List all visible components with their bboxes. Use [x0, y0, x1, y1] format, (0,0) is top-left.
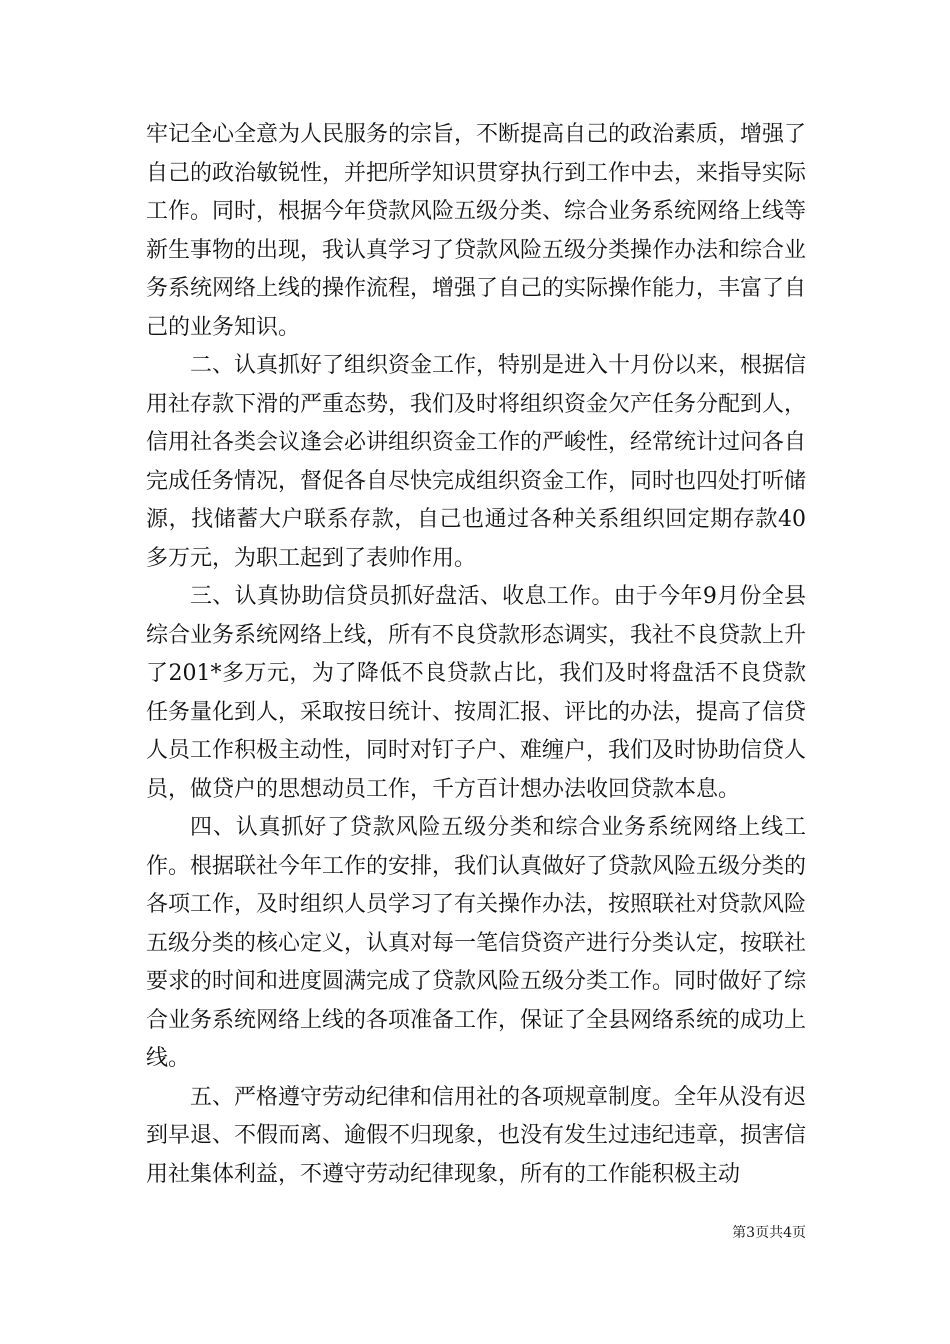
paragraph-2: 二、认真抓好了组织资金工作，特别是进入十月份以来，根据信用社存款下滑的严重态势，我们及时将组织资金欠产任务分配到人，信用社各类会议逢会必讲组织资金工作的严峻性，经常统计过问各自完成任务情况，督促各自尽快完成组织资金工作，同时也四处打听储源，找储蓄大户联系存款，自己也通过各种关系组织回定期存款40多万元，为职工起到了表帅作用。 [146, 353, 807, 571]
document-body [146, 116, 806, 1194]
paragraph-1: 牢记全心全意为人民服务的宗旨，不断提高自己的政治素质，增强了自己的政治敏锐性，并把所学知识贯穿执行到工作中去，来指导实际工作。同时，根据今年贷款风险五级分类、综合业务系统网络上线等新生事物的出现，我认真学习了贷款风险五级分类操作办法和综合业务系统网络上线的操作流程，增强了自己的实际操作能力，丰富了自己的业务知识。 [146, 122, 807, 340]
paragraph-4: 四、认真抓好了贷款风险五级分类和综合业务系统网络上线工作。根据联社今年工作的安排，我们认真做好了贷款风险五级分类的各项工作，及时组织人员学习了有关操作办法，按照联社对贷款风险五级分类的核心定义，认真对每一笔信贷资产进行分类认定，按联社要求的时间和进度圆满完成了贷款风险五级分类工作。同时做好了综合业务系统网络上线的各项准备工作，保证了全县网络系统的成功上线。 [146, 815, 807, 1071]
paragraph-5: 五、严格遵守劳动纪律和信用社的各项规章制度。全年从没有迟到早退、不假而离、逾假不归现象，也没有发生过违纪违章，损害信用社集体利益，不遵守劳动纪律现象，所有的工作能积极主动 [146, 1084, 807, 1187]
page-number-footer: 第3页共4页 [732, 1225, 806, 1241]
paragraph-3: 三、认真协助信贷员抓好盘活、收息工作。由于今年9月份全县综合业务系统网络上线，所有不良贷款形态调实，我社不良贷款上升了201*多万元，为了降低不良贷款占比，我们及时将盘活不良贷款任务量化到人，采取按日统计、按周汇报、评比的办法，提高了信贷人员工作积极主动性，同时对钉子户、难缠户，我们及时协助信贷人员，做贷户的思想动员工作，千方百计想办法收回贷款本息。 [146, 584, 807, 802]
